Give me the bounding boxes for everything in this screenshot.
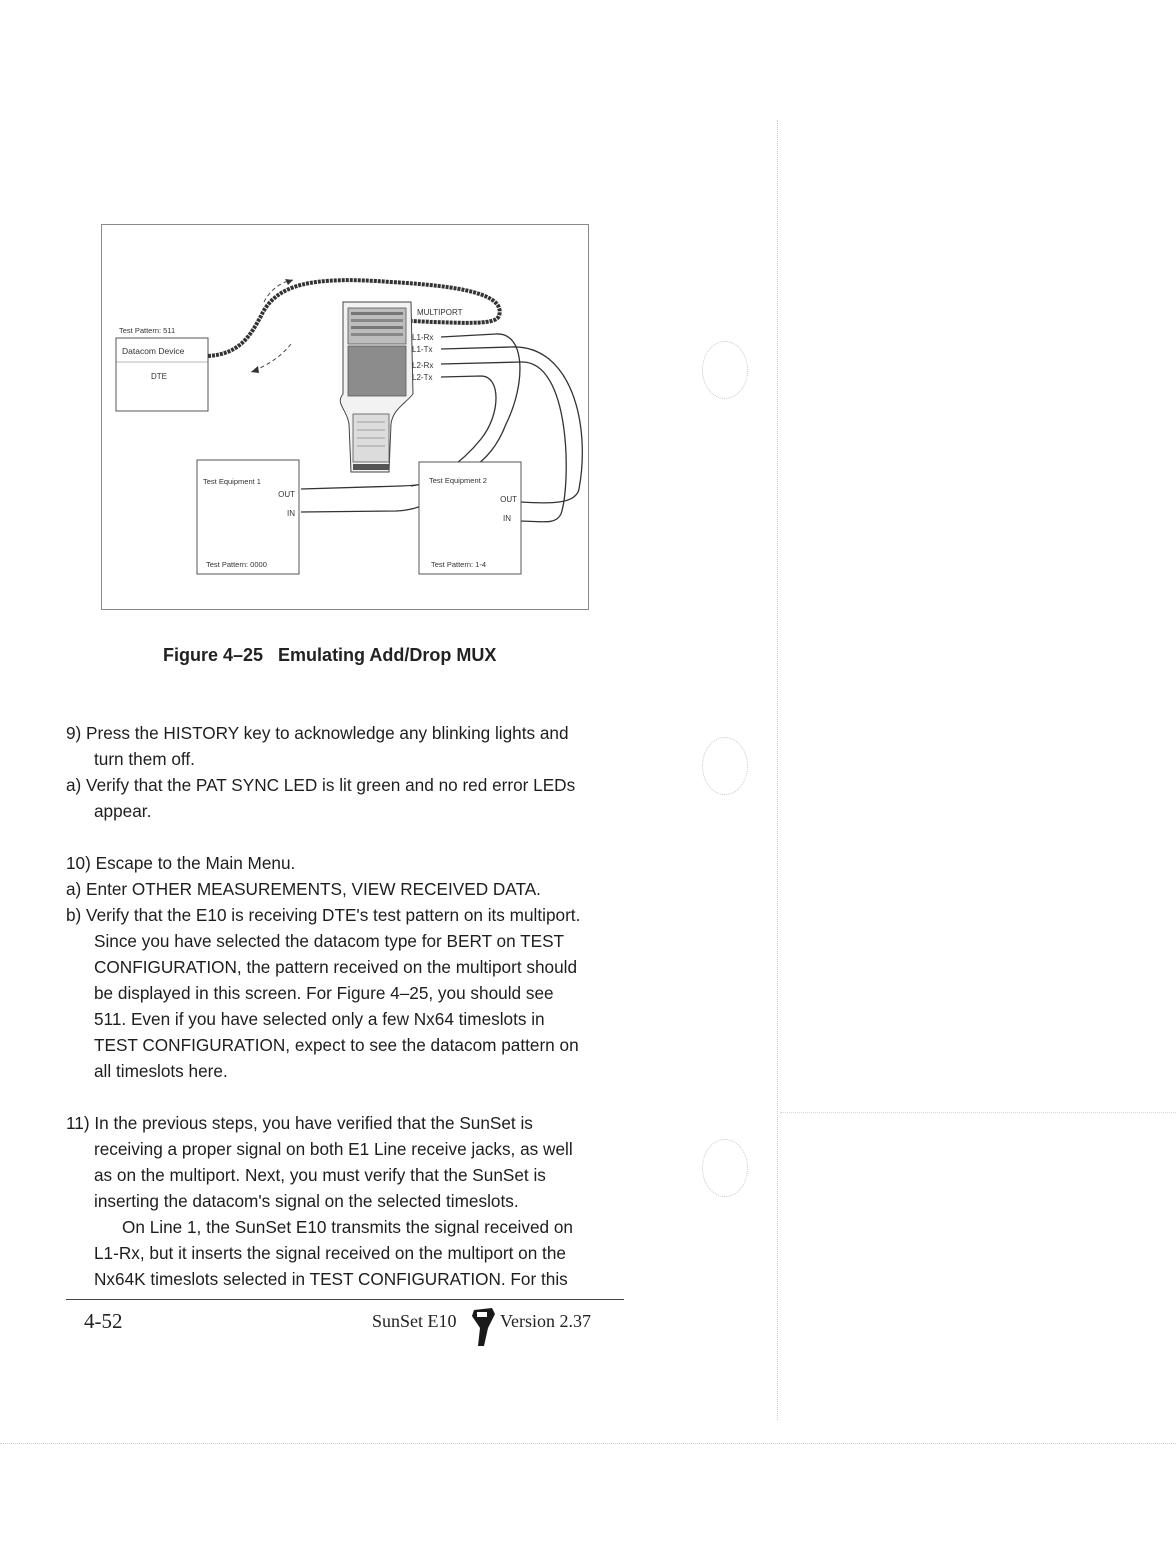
sunset-e10-device (340, 302, 413, 472)
page-edge-line (0, 1443, 1176, 1444)
label-l2-rx: L2-Rx (412, 361, 434, 370)
scan-margin-line (777, 120, 778, 1420)
label-l1-tx: L1-Tx (412, 345, 433, 354)
binder-hole-2 (702, 737, 748, 795)
binder-hole-3 (702, 1139, 748, 1197)
label-out-2: OUT (500, 495, 517, 504)
step-10b-line-3: CONFIGURATION, the pattern received on the multiport should (94, 957, 578, 977)
footer-version: Version 2.37 (500, 1311, 591, 1331)
step-11-line-4: inserting the datacom's signal on the selected timeslots. (94, 1191, 519, 1211)
step-9-line-1: 9) Press the HISTORY key to acknowledge any blinking lights and (66, 723, 569, 743)
figure-diagram (101, 224, 589, 610)
label-multiport: MULTIPORT (417, 308, 463, 317)
step-10b-line-2: Since you have selected the datacom type for BERT on TEST (94, 931, 565, 951)
step-10b-line-1: b) Verify that the E10 is receiving DTE's test pattern on its multiport. (66, 905, 581, 925)
step-9-line-2: turn them off. (94, 749, 195, 769)
step-11-line-5: On Line 1, the SunSet E10 transmits the signal received on (122, 1217, 573, 1237)
binder-hole-1 (702, 341, 748, 399)
step-11-line-2: receiving a proper signal on both E1 Line receive jacks, as well (94, 1139, 573, 1159)
figure-caption: Figure 4–25 Emulating Add/Drop MUX (163, 645, 497, 665)
step-9a-line-2: appear. (94, 801, 152, 821)
sunset-device-logo-icon (468, 1306, 498, 1352)
step-10b-line-7: all timeslots here. (94, 1061, 228, 1081)
label-in-2: IN (503, 514, 511, 523)
step-11-line-1: 11) In the previous steps, you have verified that the SunSet is (66, 1113, 533, 1133)
label-datacom-device: Datacom Device (122, 346, 185, 356)
label-dte: DTE (151, 372, 167, 381)
label-test-pattern-511: Test Pattern: 511 (119, 326, 176, 335)
step-10: 10) Escape to the Main Menu. (66, 853, 296, 873)
label-test-equipment-2: Test Equipment 2 (429, 476, 487, 485)
step-10b-line-4: be displayed in this screen. For Figure 4–25, you should see (94, 983, 554, 1003)
footer-rule (66, 1299, 624, 1300)
step-10b-line-5: 511. Even if you have selected only a few Nx64 timeslots in (94, 1009, 545, 1029)
label-test-pattern-1-4: Test Pattern: 1-4 (431, 560, 487, 569)
step-11-line-6: L1-Rx, but it inserts the signal received on the multiport on the (94, 1243, 566, 1263)
step-11-line-3: as on the multiport. Next, you must verify that the SunSet is (94, 1165, 546, 1185)
label-l1-rx: L1-Rx (412, 333, 434, 342)
step-10a: a) Enter OTHER MEASUREMENTS, VIEW RECEIVED DATA. (66, 879, 541, 899)
footer-product-name: SunSet E10 (372, 1311, 457, 1331)
label-test-equipment-1: Test Equipment 1 (203, 477, 261, 486)
step-9a-line-1: a) Verify that the PAT SYNC LED is lit green and no red error LEDs (66, 775, 576, 795)
step-11-line-7: Nx64K timeslots selected in TEST CONFIGURATION. For this (94, 1269, 568, 1289)
label-in-1: IN (287, 509, 295, 518)
step-10b-line-6: TEST CONFIGURATION, expect to see the datacom pattern on (94, 1035, 579, 1055)
scan-artifact-line (780, 1112, 1176, 1113)
page-number: 4-52 (84, 1309, 123, 1333)
label-out-1: OUT (278, 490, 295, 499)
label-test-pattern-0000: Test Pattern: 0000 (206, 560, 267, 569)
label-l2-tx: L2-Tx (412, 373, 433, 382)
